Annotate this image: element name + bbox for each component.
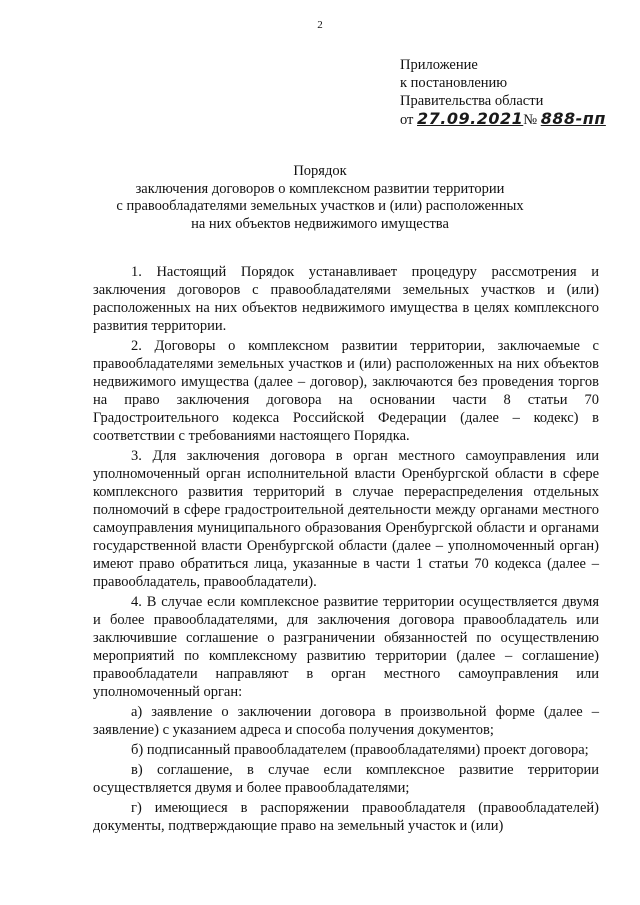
item-c: в) соглашение, в случае если комплексное развитие территории осуществляется двумя и более правообладателями; xyxy=(93,762,599,796)
number-sign: № xyxy=(523,112,538,128)
handwritten-number: 888-пп xyxy=(540,109,606,128)
title-heading: Порядок xyxy=(293,163,347,179)
paragraph-3: 3. Для заключения договора в орган местного самоуправления или уполномоченный орган исполнительной власти Оренбургской области в сфере комплексного развития территорий в случае перераспределения отдельных полномочий в сфере градостроительной деятельности между органами местного самоуправления муниципального образования Оренбургской области и органами государственной власти Оренбургской области (далее – уполномоченный орган) имеют право обратиться лица, указанные в части 1 статьи 70 кодекса (далее – правообладатель, правообладатели). xyxy=(93,448,599,590)
item-a: а) заявление о заключении договора в произвольной форме (далее – заявление) с указанием адреса и способа получения документов; xyxy=(93,704,599,738)
item-d: г) имеющиеся в распоряжении правообладателя (правообладателей) документы, подтверждающие право на земельный участок и (или) xyxy=(93,800,599,834)
appendix-date-line xyxy=(400,110,606,129)
appendix-line-2: к постановлению xyxy=(400,75,508,91)
document-body xyxy=(93,263,599,835)
handwritten-date: 27.09.2021 xyxy=(417,109,524,128)
title-line-1: заключения договоров о комплексном развитии территории xyxy=(135,180,505,197)
title-line-2: с правообладателями земельных участков и (или) расположенных xyxy=(116,198,524,214)
page-number: 2 xyxy=(317,19,323,31)
paragraph-4: 4. В случае если комплексное развитие территории осуществляется двумя и более правообладателями, для заключения договора правообладатель или заключившие соглашение о разграничении обязанностей по осуществлению мероприятий по комплексному развитию территории (далее – соглашение) правообладатели направляют в орган местного самоуправления или уполномоченный орган: xyxy=(93,594,599,700)
item-b: б) подписанный правообладателем (правообладателями) проект договора; xyxy=(131,742,589,758)
appendix-block xyxy=(400,56,606,129)
appendix-line-1: Приложение xyxy=(400,57,478,73)
title-line-3: на них объектов недвижимого имущества xyxy=(191,215,449,232)
document-title xyxy=(80,163,560,233)
appendix-line-3: Правительства области xyxy=(400,93,544,109)
paragraph-2: 2. Договоры о комплексном развитии территории, заключаемые с правообладателями земельных участков и (или) расположенных на них объектов недвижимого имущества (далее – договор), заключаются без проведения торгов на право заключения договора на основании части 8 статьи 70 Градостроительного кодекса Российской Федерации (далее – кодекс) в соответствии с требованиями настоящего Порядка. xyxy=(93,338,599,444)
from-prefix: от xyxy=(400,112,414,128)
paragraph-1: 1. Настоящий Порядок устанавливает процедуру рассмотрения и заключения договоров с правообладателями земельных участков и (или) расположенных на них объектов недвижимого имущества в целях комплексного развития территории. xyxy=(93,264,599,334)
